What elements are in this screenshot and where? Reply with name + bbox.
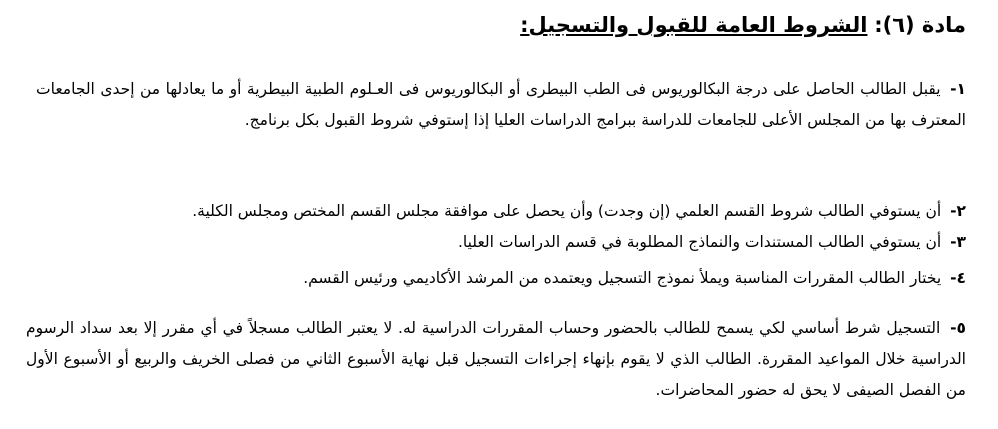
article-title: الشروط العامة للقبول والتسجيل: (520, 13, 868, 37)
item-number: ٢- (950, 202, 966, 220)
article-heading (520, 8, 966, 42)
item-text: أن يستوفي الطالب المستندات والنماذج المطلوبة في قسم الدراسات العليا. (457, 233, 942, 251)
item-number: ١- (950, 80, 966, 98)
item-text: التسجيل شرط أساسي لكي يسمح للطالب بالحضور وحساب المقررات الدراسية له. لا يعتبر الطالب مسجلاً في أي مقرر إلا بعد سداد الرسوم الدراسية خلال المواعيد المقررة. الطالب الذي لا يقوم بإنهاء إجراءات التسجيل قبل نهاية الأسبوع الثاني من فصلى الخريف والربيع أو الأسبوع الأول من الفصل الصيفى لا يحق له حضور المحاضرات. (26, 319, 966, 399)
list-item (36, 74, 966, 136)
item-text: أن يستوفي الطالب شروط القسم العلمي (إن وجدت) وأن يحصل على موافقة مجلس القسم المختص ومجلس الكلية. (192, 202, 942, 220)
article-number: مادة (٦): (874, 13, 966, 37)
item-number: ٤- (950, 269, 966, 287)
list-item (36, 227, 966, 258)
item-text: يقبل الطالب الحاصل على درجة البكالوريوس فى الطب البيطرى أو البكالوريوس فى العـلوم الطبية البيطرية أو ما يعادلها من إحدى الجامعات المعترف بها من المجلس الأعلى للجامعات للدراسة ببرامج الدراسات العليا إذا إستوفي شروط القبول بكل برنامج. (36, 80, 966, 129)
list-item (36, 263, 966, 294)
list-item (36, 196, 966, 227)
list-item (26, 313, 966, 406)
item-number: ٥- (950, 319, 966, 337)
item-number: ٣- (950, 233, 966, 251)
item-text: يختار الطالب المقررات المناسبة ويملأ نموذج التسجيل ويعتمده من المرشد الأكاديمي ورئيس القسم. (303, 269, 942, 287)
